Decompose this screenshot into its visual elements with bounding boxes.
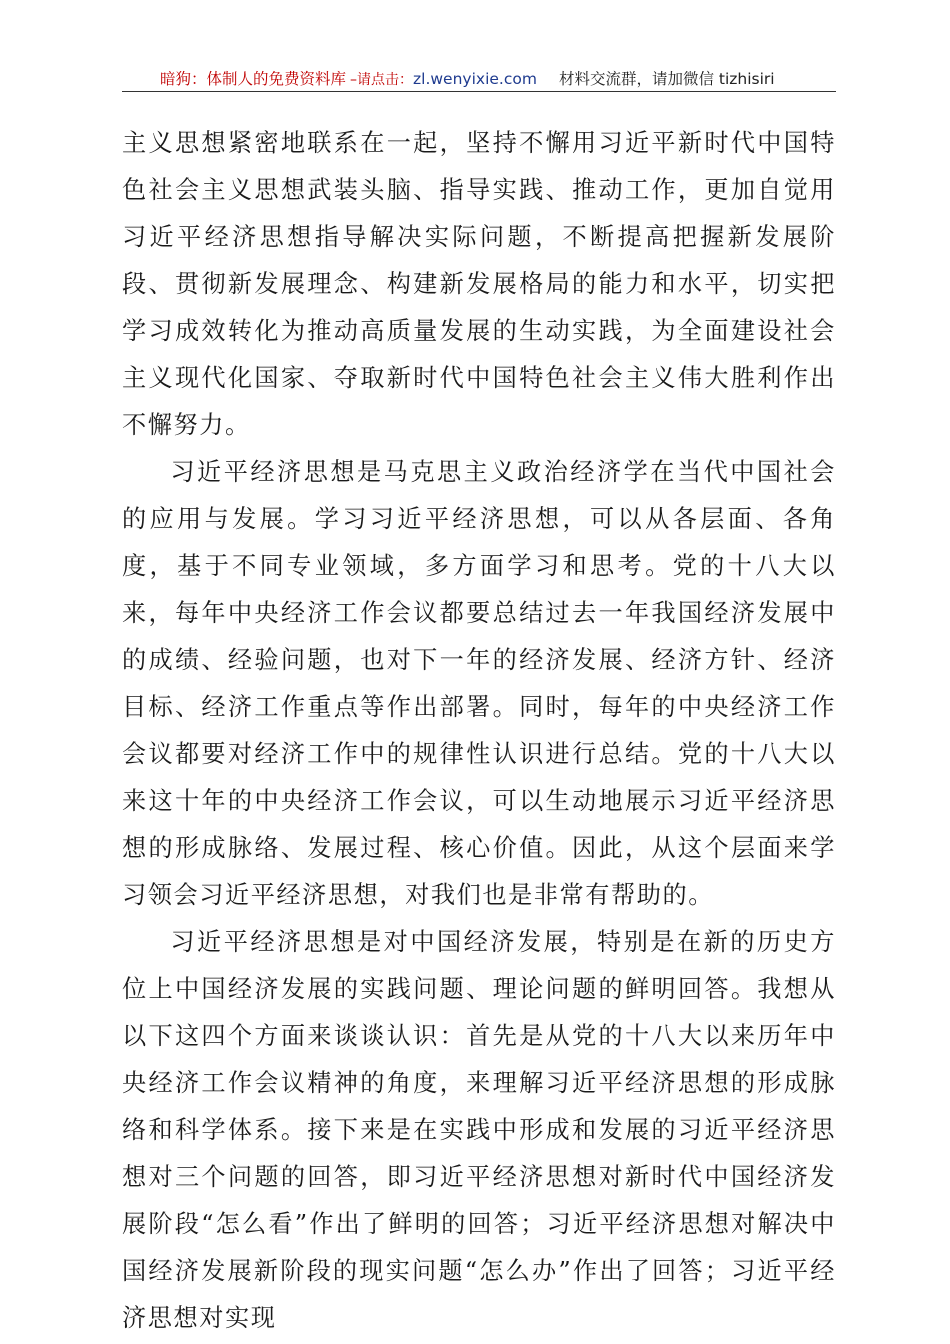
document-body (122, 120, 836, 1342)
paragraph-economic-thought-answers: 习近平经济思想是对中国经济发展，特别是在新的历史方位上中国经济发展的实践问题、理论问题的鲜明回答。我想从以下这四个方面来谈谈认识：首先是从党的十八大以来历年中央经济工作会议精神的角度，来理解习近平经济思想的形成脉络和科学体系。接下来是在实践中形成和发展的习近平经济思想对三个问题的回答，即习近平经济思想对新时代中国经济发展阶段“怎么看”作出了鲜明的回答；习近平经济思想对解决中国经济发展新阶段的现实问题“怎么办”作出了回答；习近平经济思想对实现 (122, 928, 836, 1332)
header-line (160, 70, 775, 89)
paragraph-continued: 主义思想紧密地联系在一起，坚持不懈用习近平新时代中国特色社会主义思想武装头脑、指导实践、推动工作，更加自觉用习近平经济思想指导解决实际问题，不断提高把握新发展阶段、贯彻新发展理念、构建新发展格局的能力和水平，切实把学习成效转化为推动高质量发展的生动实践，为全面建设社会主义现代化国家、夺取新时代中国特色社会主义伟大胜利作出不懈努力。 (122, 129, 836, 439)
page-header (122, 62, 836, 92)
header-url-link[interactable]: zl.wenyixie.com (413, 70, 537, 88)
header-click-label: –请点击： (350, 72, 414, 88)
header-title: 暗狗：体制人的免费资料库 (160, 70, 347, 88)
header-wechat-group: 材料交流群，请加微信 tizhisiri (558, 70, 775, 88)
paragraph-economic-thought-application: 习近平经济思想是马克思主义政治经济学在当代中国社会的应用与发展。学习习近平经济思想，可以从各层面、各角度，基于不同专业领域，多方面学习和思考。党的十八大以来，每年中央经济工作会议都要总结过去一年我国经济发展中的成绩、经验问题，也对下一年的经济发展、经济方针、经济目标、经济工作重点等作出部署。同时，每年的中央经济工作会议都要对经济工作中的规律性认识进行总结。党的十八大以来这十年的中央经济工作会议，可以生动地展示习近平经济思想的形成脉络、发展过程、核心价值。因此，从这个层面来学习领会习近平经济思想，对我们也是非常有帮助的。 (122, 458, 836, 909)
